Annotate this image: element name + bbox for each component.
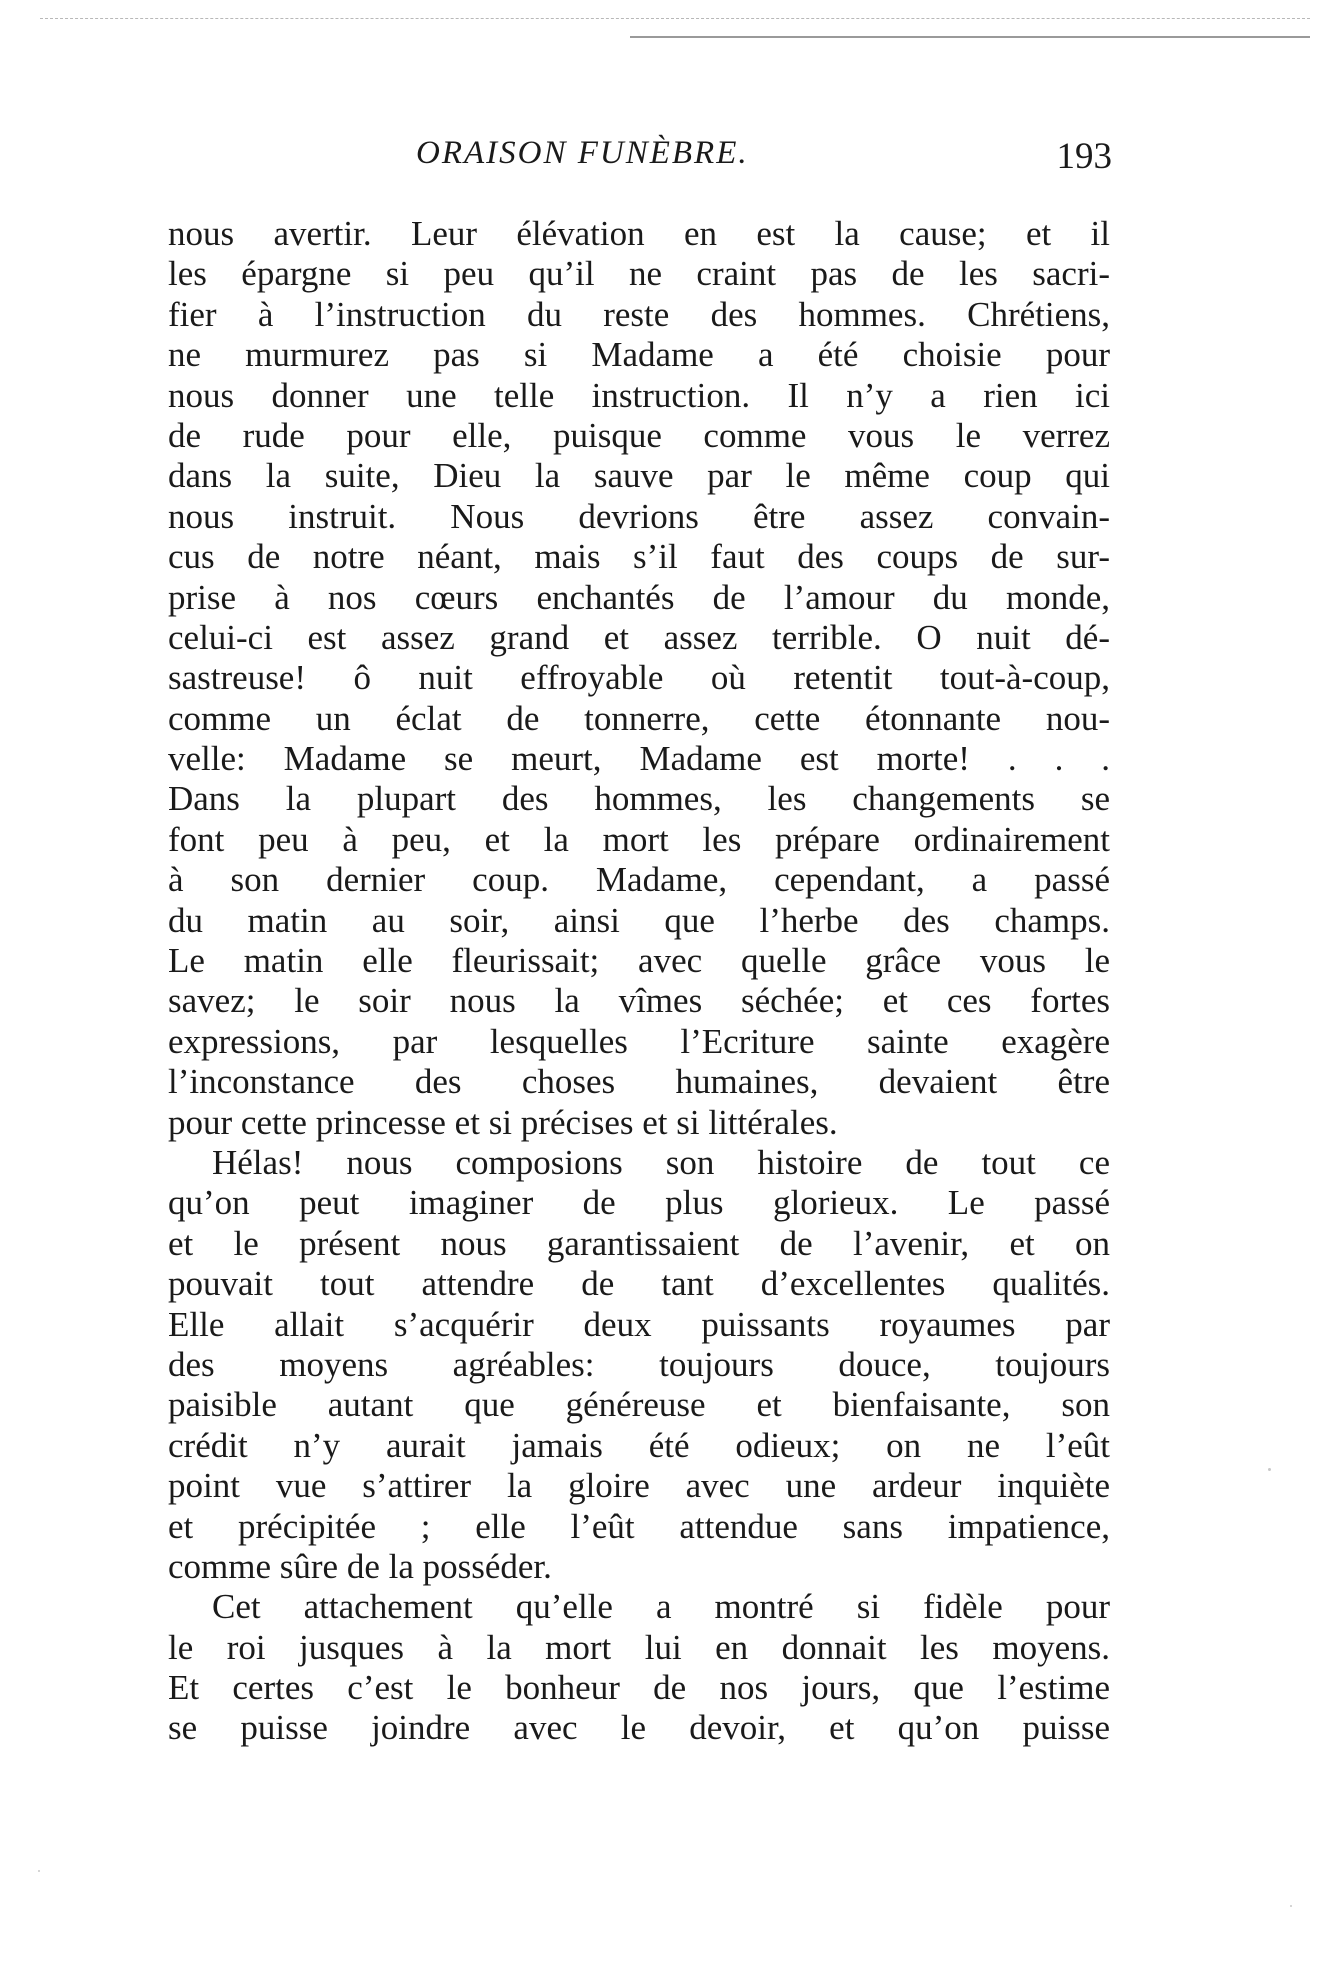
text-line: celui-ci est assez grand et assez terrible. O nuit dé- bbox=[168, 617, 1110, 657]
text-line: Le matin elle fleurissait; avec quelle grâce vous le bbox=[168, 941, 1110, 981]
text-line: à son dernier coup. Madame, cependant, a passé bbox=[168, 860, 1110, 900]
scan-speck bbox=[38, 1870, 40, 1872]
text-line: point vue s’attirer la gloire avec une ardeur inquiète bbox=[168, 1466, 1110, 1506]
text-line: le roi jusques à la mort lui en donnait les moyens. bbox=[168, 1627, 1110, 1667]
paragraph-first-line: Hélas! nous composions son histoire de tout ce bbox=[212, 1142, 1110, 1182]
text-line: nous avertir. Leur élévation en est la cause; et il bbox=[168, 214, 1110, 253]
body-text bbox=[168, 214, 1110, 1749]
text-line: paisible autant que généreuse et bienfaisante, son bbox=[168, 1385, 1110, 1425]
text-line: cus de notre néant, mais s’il faut des coups de sur- bbox=[168, 537, 1110, 577]
page-header bbox=[166, 128, 1112, 178]
text-line: comme un éclat de tonnerre, cette étonnante nou- bbox=[168, 698, 1110, 738]
text-line: nous donner une telle instruction. Il n’y a rien ici bbox=[168, 375, 1110, 415]
text-line: sastreuse! ô nuit effroyable où retentit tout-à-coup, bbox=[168, 658, 1110, 698]
paragraph-last-line: pour cette princesse et si précises et si littérales. bbox=[168, 1102, 838, 1142]
text-line: velle: Madame se meurt, Madame est morte! . . . bbox=[168, 739, 1110, 779]
text-line: font peu à peu, et la mort les prépare ordinairement bbox=[168, 819, 1110, 859]
text-line: prise à nos cœurs enchantés de l’amour du monde, bbox=[168, 577, 1110, 617]
text-line: Elle allait s’acquérir deux puissants royaumes par bbox=[168, 1304, 1110, 1344]
text-line: pouvait tout attendre de tant d’excellentes qualités. bbox=[168, 1264, 1110, 1304]
text-line: les épargne si peu qu’il ne craint pas de les sacri- bbox=[168, 254, 1110, 294]
text-line: savez; le soir nous la vîmes séchée; et ces fortes bbox=[168, 981, 1110, 1021]
text-line: des moyens agréables: toujours douce, toujours bbox=[168, 1344, 1110, 1384]
text-line: expressions, par lesquelles l’Ecriture sainte exagère bbox=[168, 1021, 1110, 1061]
text-line: Dans la plupart des hommes, les changements se bbox=[168, 779, 1110, 819]
scan-speck bbox=[1268, 1468, 1271, 1471]
text-line: crédit n’y aurait jamais été odieux; on ne l’eût bbox=[168, 1425, 1110, 1465]
text-line: ne murmurez pas si Madame a été choisie pour bbox=[168, 335, 1110, 375]
text-line: se puisse joindre avec le devoir, et qu’on puisse bbox=[168, 1708, 1110, 1748]
text-line: Et certes c’est le bonheur de nos jours, que l’estime bbox=[168, 1668, 1110, 1708]
text-line: du matin au soir, ainsi que l’herbe des champs. bbox=[168, 900, 1110, 940]
scan-edge-dashed-line bbox=[40, 18, 1310, 19]
text-line: de rude pour elle, puisque comme vous le verrez bbox=[168, 415, 1110, 455]
text-line: dans la suite, Dieu la sauve par le même coup qui bbox=[168, 456, 1110, 496]
paragraph-first-line: Cet attachement qu’elle a montré si fidèle pour bbox=[212, 1587, 1110, 1627]
text-line: fier à l’instruction du reste des hommes. Chrétiens, bbox=[168, 294, 1110, 334]
scan-speck bbox=[1290, 1905, 1292, 1907]
text-line: l’inconstance des choses humaines, devaient être bbox=[168, 1062, 1110, 1102]
text-line: nous instruit. Nous devrions être assez convain- bbox=[168, 496, 1110, 536]
text-line: et précipitée ; elle l’eût attendue sans impatience, bbox=[168, 1506, 1110, 1546]
text-line: qu’on peut imaginer de plus glorieux. Le passé bbox=[168, 1183, 1110, 1223]
text-line: et le présent nous garantissaient de l’avenir, et on bbox=[168, 1223, 1110, 1263]
page-number: 193 bbox=[1056, 136, 1112, 177]
scan-edge-rule bbox=[630, 36, 1310, 38]
running-title: ORAISON FUNÈBRE. bbox=[416, 135, 749, 171]
paragraph-last-line: comme sûre de la posséder. bbox=[168, 1546, 552, 1586]
